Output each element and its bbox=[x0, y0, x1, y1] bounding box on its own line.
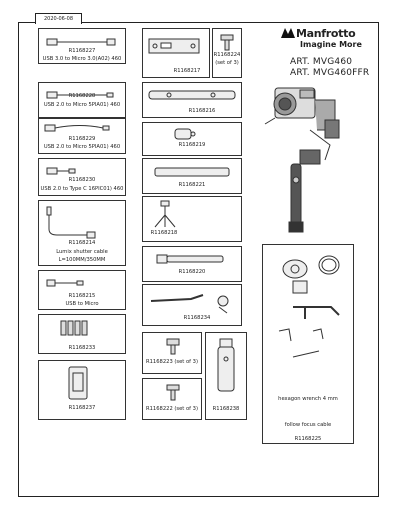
code-r1168214: R1168214 bbox=[68, 240, 96, 246]
desc-r1168224: (set of 3) bbox=[215, 60, 239, 66]
code-r1168216: R1168216 bbox=[188, 108, 216, 114]
code-r1168218: R1168218 bbox=[150, 230, 178, 236]
desc2-r1168214: L=100MM/350MM bbox=[58, 257, 106, 263]
code-r1168220: R1168220 bbox=[178, 269, 206, 275]
knob-icon bbox=[175, 127, 195, 141]
desc-r1168228: USB 2.0 to Micro 5PIA01) 460 bbox=[43, 102, 121, 108]
brand-tagline: Imagine More bbox=[300, 40, 362, 49]
part-card-r1168225 bbox=[262, 244, 354, 444]
screw-icon bbox=[221, 35, 233, 51]
part-card-r1168228 bbox=[38, 82, 126, 118]
code-r1168234: R1168234 bbox=[183, 315, 211, 321]
rod-icon bbox=[155, 167, 231, 177]
code-r1168223: R1168223 (set of 3) bbox=[146, 359, 198, 365]
quick-release-plate-icon bbox=[149, 37, 201, 57]
code-r1168228: R1168228 bbox=[68, 93, 96, 99]
part-card-r1168237 bbox=[38, 360, 126, 420]
date-tab: 2020-06-08 bbox=[35, 13, 82, 24]
manfrotto-logo-mark-icon bbox=[281, 25, 295, 39]
code-r1168238: R1168238 bbox=[212, 406, 240, 412]
code-r1168222: R1168222 (set of 3) bbox=[146, 406, 198, 412]
desc1-r1168214: Lumix shutter cable bbox=[56, 249, 108, 255]
part-card-r1168219 bbox=[142, 122, 242, 156]
phone-holder-icon bbox=[69, 367, 89, 401]
usb-cable-icon bbox=[47, 167, 117, 175]
usb-cable-icon bbox=[47, 279, 87, 287]
code-r1168230: R1168230 bbox=[68, 177, 96, 183]
desc-r1168227: USB 3.0 to Micro 3.0(A02) 460 bbox=[42, 56, 122, 62]
desc1-r1168225: hexagon wrench 4 mm bbox=[278, 396, 338, 402]
desc-r1168229: USB 2.0 to Micro 5PIA01) 460 bbox=[43, 144, 121, 150]
desc2-r1168225: follow focus cable bbox=[284, 422, 332, 428]
code-r1168233: R1168233 bbox=[68, 345, 96, 351]
battery-pack-icon bbox=[61, 321, 91, 337]
code-r1168224: R1168224 bbox=[213, 52, 241, 58]
usb-cable-icon bbox=[45, 123, 115, 133]
part-card-r1168220 bbox=[142, 246, 242, 282]
code-r1168237: R1168237 bbox=[68, 405, 96, 411]
bracket-arm-icon bbox=[151, 291, 237, 313]
grip-handle-icon bbox=[216, 339, 236, 395]
desc-r1168215: USB to Micro bbox=[65, 301, 99, 307]
part-card-r1168221 bbox=[142, 158, 242, 194]
code-r1168227: R1168227 bbox=[68, 48, 96, 54]
code-r1168221: R1168221 bbox=[178, 182, 206, 188]
screw-icon bbox=[167, 385, 179, 401]
code-r1168217: R1168217 bbox=[173, 68, 201, 74]
code-r1168215: R1168215 bbox=[68, 293, 96, 299]
handle-icon bbox=[157, 253, 227, 265]
article-number-2: ART. MVG460FFR bbox=[290, 68, 370, 78]
usb-cable-icon bbox=[47, 38, 117, 46]
code-r1168225: R1168225 bbox=[294, 436, 322, 442]
shutter-cable-icon bbox=[47, 207, 97, 237]
code-r1168229: R1168229 bbox=[68, 136, 96, 142]
screw-icon bbox=[167, 339, 179, 355]
gimbal-product-illustration bbox=[255, 80, 365, 240]
part-card-r1168223 bbox=[142, 332, 202, 374]
part-card-r1168222 bbox=[142, 378, 202, 420]
article-number-1: ART. MVG460 bbox=[290, 57, 353, 67]
extension-arm-icon bbox=[149, 89, 237, 101]
desc-r1168230: USB 2.0 to Type C 16PIC01) 460 bbox=[40, 186, 124, 192]
brand-name: Manfrotto bbox=[296, 27, 356, 40]
follow-focus-kit-icon bbox=[269, 251, 349, 371]
tripod-base-icon bbox=[153, 201, 177, 227]
code-r1168219: R1168219 bbox=[178, 142, 206, 148]
